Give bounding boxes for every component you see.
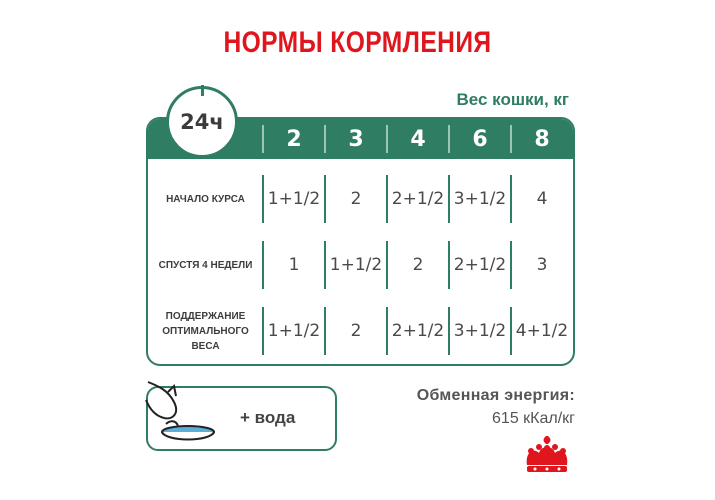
table-cell: 1+1/2 — [267, 321, 321, 341]
weight-axis-label: Вес кошки, кг — [456, 90, 569, 109]
row-label-maintenance: ПОДДЕРЖАНИЕ ОПТИМАЛЬНОГО ВЕСА — [162, 310, 249, 352]
table-cell: 1+1/2 — [267, 189, 321, 209]
table-cell: 3+1/2 — [453, 321, 507, 341]
water-label: + вода — [240, 408, 296, 427]
weight-column-3: 3 — [348, 126, 364, 152]
energy-value: 615 кКал/кг — [492, 410, 575, 427]
row-label-start: НАЧАЛО КУРСА — [166, 193, 245, 205]
table-cell: 1+1/2 — [329, 255, 383, 275]
royal-crown-logo — [521, 435, 573, 475]
table-cell: 2+1/2 — [453, 255, 507, 275]
column-divider — [448, 125, 450, 153]
energy-label: Обменная энергия: — [416, 387, 575, 404]
column-divider — [324, 125, 326, 153]
column-divider — [510, 125, 512, 153]
table-cell: 1 — [288, 255, 300, 275]
table-cell: 4 — [536, 189, 548, 209]
table-cell: 2+1/2 — [391, 321, 445, 341]
row-label-after-4-weeks: СПУСТЯ 4 НЕДЕЛИ — [158, 259, 253, 271]
water-bowl-icon — [140, 380, 220, 450]
page-title: НОРМЫ КОРМЛЕНИЯ — [223, 26, 492, 59]
table-cell: 3+1/2 — [453, 189, 507, 209]
weight-column-8: 8 — [534, 126, 550, 152]
clock-label: 24ч — [180, 110, 224, 134]
column-divider — [262, 125, 264, 153]
table-cell: 2+1/2 — [391, 189, 445, 209]
clock-tick — [201, 85, 204, 96]
weight-column-4: 4 — [410, 126, 426, 152]
table-cell: 3 — [536, 255, 548, 275]
table-cell: 4+1/2 — [515, 321, 569, 341]
weight-column-2: 2 — [286, 126, 302, 152]
clock-icon — [166, 86, 238, 158]
table-cell: 2 — [350, 321, 362, 341]
column-divider — [386, 125, 388, 153]
table-cell: 2 — [350, 189, 362, 209]
weight-column-6: 6 — [472, 126, 488, 152]
table-cell: 2 — [412, 255, 424, 275]
